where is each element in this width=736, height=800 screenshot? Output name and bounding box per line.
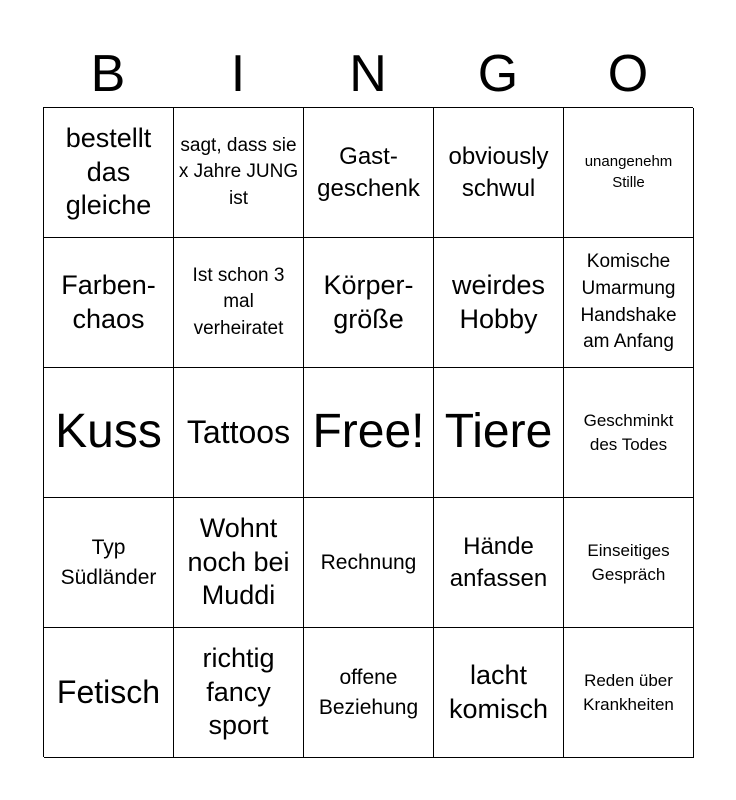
- header-letter-i: I: [230, 45, 246, 103]
- bingo-board: [43, 107, 693, 757]
- bingo-cell[interactable]: obviously schwul: [434, 108, 564, 238]
- bingo-cell[interactable]: Hände anfassen: [434, 498, 564, 628]
- header-letter-b: B: [90, 45, 126, 103]
- bingo-cell[interactable]: Ist schon 3 mal verheiratet: [174, 238, 304, 368]
- bingo-cell[interactable]: weirdes Hobby: [434, 238, 564, 368]
- bingo-cell[interactable]: Tattoos: [174, 368, 304, 498]
- bingo-cell[interactable]: Farben-chaos: [44, 238, 174, 368]
- bingo-cell[interactable]: sagt, dass sie x Jahre JUNG ist: [174, 108, 304, 238]
- bingo-cell[interactable]: Typ Südländer: [44, 498, 174, 628]
- bingo-cell[interactable]: Einseitiges Gespräch: [564, 498, 694, 628]
- bingo-cell[interactable]: Fetisch: [44, 628, 174, 758]
- bingo-cell[interactable]: Körper-größe: [304, 238, 434, 368]
- bingo-cell[interactable]: offene Beziehung: [304, 628, 434, 758]
- header-letter-g: G: [477, 45, 519, 103]
- bingo-cell[interactable]: Wohnt noch bei Muddi: [174, 498, 304, 628]
- bingo-cell-free[interactable]: Free!: [304, 368, 434, 498]
- bingo-cell[interactable]: Geschminkt des Todes: [564, 368, 694, 498]
- bingo-cell[interactable]: bestellt das gleiche: [44, 108, 174, 238]
- bingo-cell[interactable]: unangenehm Stille: [564, 108, 694, 238]
- bingo-cell[interactable]: lacht komisch: [434, 628, 564, 758]
- bingo-cell[interactable]: Reden über Krankheiten: [564, 628, 694, 758]
- bingo-header: [43, 40, 693, 108]
- bingo-cell[interactable]: Tiere: [434, 368, 564, 498]
- header-letter-n: N: [349, 45, 387, 103]
- bingo-cell[interactable]: Komische Umarmung Handshake am Anfang: [564, 238, 694, 368]
- bingo-cell[interactable]: richtig fancy sport: [174, 628, 304, 758]
- bingo-cell[interactable]: Gast-geschenk: [304, 108, 434, 238]
- bingo-cell[interactable]: Rechnung: [304, 498, 434, 628]
- bingo-cell[interactable]: Kuss: [44, 368, 174, 498]
- header-letter-o: O: [607, 45, 649, 103]
